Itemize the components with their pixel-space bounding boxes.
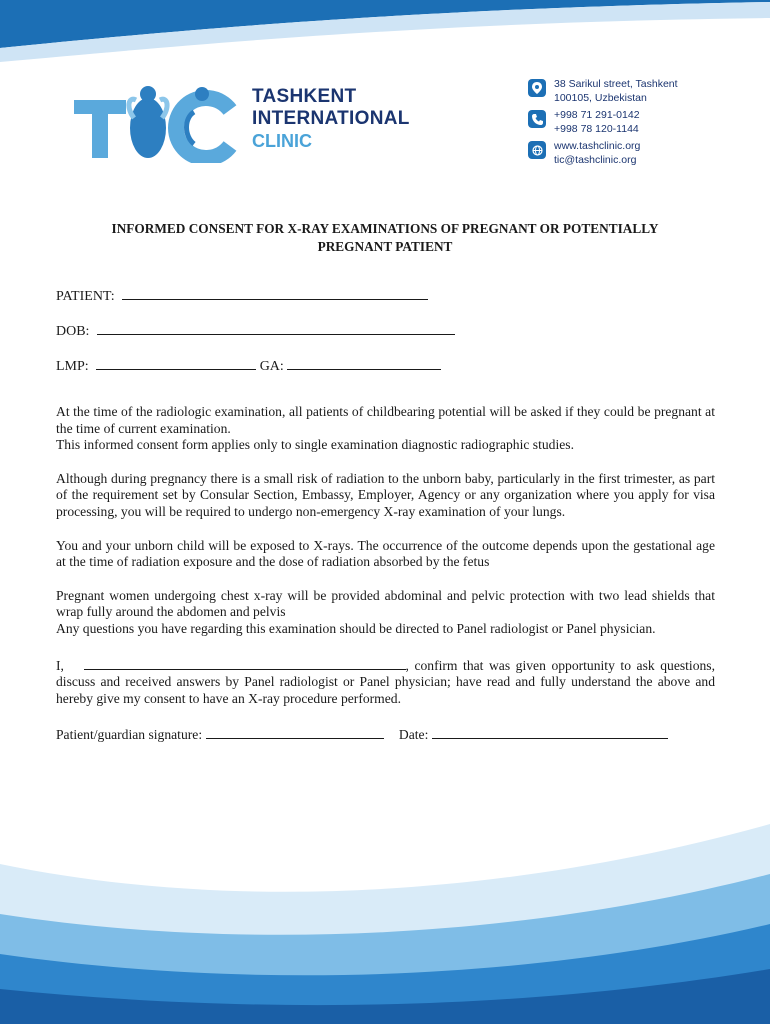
consent-body (56, 404, 715, 744)
web-row (528, 139, 678, 167)
footer-wave-decoration (0, 804, 770, 1024)
patient-label: PATIENT: (56, 289, 115, 304)
paragraph-1a: At the time of the radiologic examination, all patients of childbearing potential will be asked if they could be pregnant at the time of current examination. (56, 404, 715, 436)
patient-fields (56, 285, 455, 390)
phone-number-1[interactable]: +998 71 291-0142 (554, 109, 640, 121)
paragraph-4b: Any questions you have regarding this examination should be directed to Panel radiologist or Panel physician. (56, 620, 656, 636)
globe-icon (528, 141, 546, 159)
paragraph-1 (56, 404, 715, 454)
title-line-2: PREGNANT PATIENT (317, 239, 453, 254)
ga-input-line[interactable] (287, 355, 441, 370)
name-input-line[interactable] (84, 655, 406, 670)
lmp-label: LMP: (56, 359, 89, 374)
dob-label: DOB: (56, 324, 90, 339)
date-input-line[interactable] (432, 724, 668, 739)
paragraph-2: Although during pregnancy there is a small risk of radiation to the unborn baby, particularly in the first trimester, as part of the requirement set by Consular Section, Embassy, Employer, Agency or any organization where you apply for visa processing, you will be required to undergo non-emergency X-ray examination of your lungs. (56, 470, 715, 519)
consent-prefix: I, (56, 657, 64, 673)
patient-input-line[interactable] (122, 285, 428, 300)
brand-line-1: TASHKENT (252, 86, 357, 107)
brand-line-2: INTERNATIONAL (252, 108, 410, 129)
phone-row (528, 108, 678, 136)
address-line-2: 100105, Uzbekistan (554, 92, 647, 104)
contact-block (528, 77, 678, 170)
patient-field (56, 285, 455, 305)
location-pin-icon (528, 79, 546, 97)
paragraph-3: You and your unborn child will be exposed to X-rays. The occurrence of the outcome depends upon the gestational age at the time of radiation exposure and the dose of radiation absorbed by the fetus (56, 537, 715, 570)
dob-input-line[interactable] (97, 320, 455, 335)
phone-icon (528, 110, 546, 128)
paragraph-1b: This informed consent form applies only to single examination diagnostic radiographic studies. (56, 437, 574, 453)
clinic-name (252, 86, 410, 152)
signature-label: Patient/guardian signature: (56, 727, 203, 743)
document-title (40, 220, 730, 256)
email-link[interactable]: tic@tashclinic.org (554, 154, 637, 166)
lmp-ga-field (56, 355, 455, 375)
signature-input-line[interactable] (206, 724, 384, 739)
ga-label: GA: (259, 359, 284, 374)
date-label: Date: (398, 727, 429, 743)
phone-number-2[interactable]: +998 78 120-1144 (554, 123, 639, 135)
header-wave-decoration (0, 0, 770, 80)
address-row (528, 77, 678, 105)
signature-row (56, 724, 715, 744)
consent-statement (56, 655, 715, 708)
paragraph-4a: Pregnant women undergoing chest x-ray will be provided abdominal and pelvic protection with two lead shields that wrap fully around the abdomen and pelvis (56, 587, 715, 620)
dob-field (56, 320, 455, 340)
address-line-1: 38 Sarikul street, Tashkent (554, 78, 678, 90)
paragraph-4 (56, 588, 715, 638)
lmp-input-line[interactable] (96, 355, 256, 370)
clinic-logo (70, 78, 240, 163)
title-line-1: INFORMED CONSENT FOR X-RAY EXAMINATIONS OF PREGNANT OR POTENTIALLY (111, 221, 659, 236)
website-link[interactable]: www.tashclinic.org (554, 140, 641, 152)
brand-line-3: CLINIC (252, 131, 312, 151)
consent-text: , confirm that was given opportunity to ask questions, discuss and received answers by Panel radiologist or Panel physician; have read and fully understand the above and hereby give my consent to have an X-ray procedure performed. (56, 657, 715, 706)
